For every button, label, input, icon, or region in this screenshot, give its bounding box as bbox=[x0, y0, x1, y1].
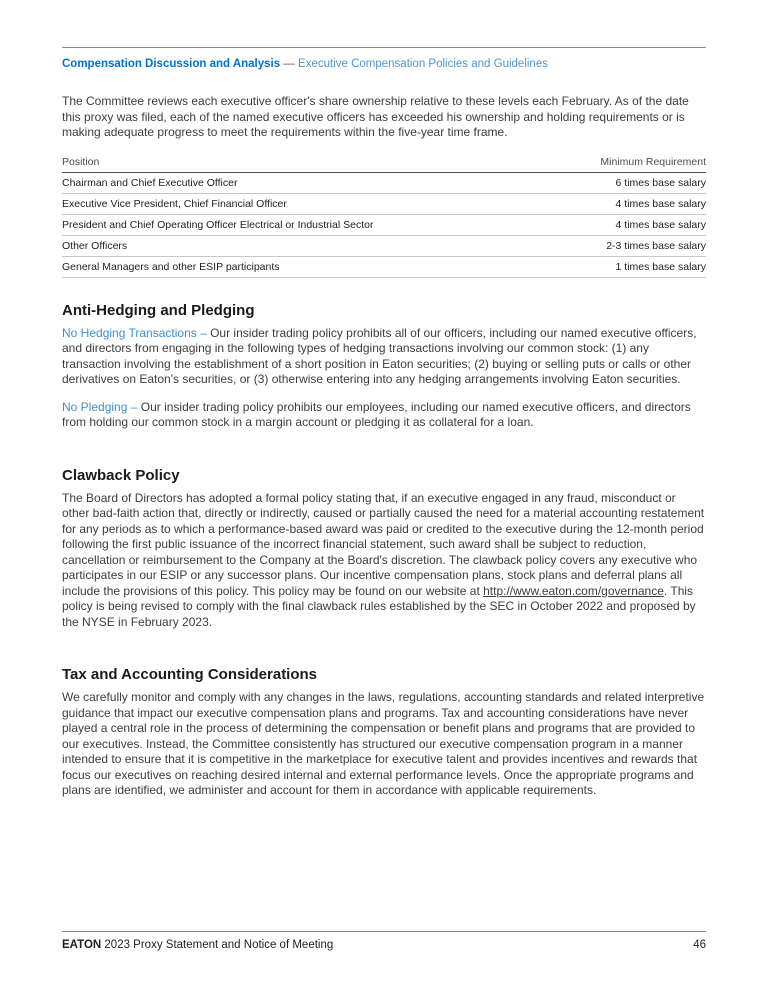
no-hedging-body: Our insider trading policy prohibits all of our officers, including our named executive officers, and directors from engaging in the following types of hedging transactions involving our common stock: (1) any transaction involving the establishment of a short position in Eaton securities; (2) buying or selling puts or calls or other derivatives on Eaton's securities, or (3) otherwise entering into any hedging arrangements involving Eaton securities. bbox=[62, 325, 697, 386]
requirement-cell: 4 times base salary bbox=[543, 214, 706, 235]
no-hedging-paragraph bbox=[62, 326, 706, 388]
header-divider bbox=[62, 47, 706, 48]
section-subtitle: Executive Compensation Policies and Guidelines bbox=[298, 58, 548, 70]
page-footer bbox=[62, 931, 706, 951]
section-breadcrumb bbox=[62, 57, 706, 72]
anti-hedging-heading: Anti-Hedging and Pledging bbox=[62, 301, 255, 319]
no-pledging-body: Our insider trading policy prohibits our employees, including our named executive officers, and directors from holding our common stock in a margin account or pledging it as collateral for a loan. bbox=[62, 399, 691, 429]
position-cell: Executive Vice President, Chief Financial Officer bbox=[62, 193, 543, 214]
footer-text: 2023 Proxy Statement and Notice of Meeting bbox=[104, 939, 334, 951]
position-cell: President and Chief Operating Officer Electrical or Industrial Sector bbox=[62, 214, 543, 235]
ownership-requirements-table bbox=[62, 156, 706, 278]
table-row bbox=[62, 172, 706, 193]
column-header-minimum-requirement: Minimum Requirement bbox=[543, 156, 706, 173]
clawback-heading: Clawback Policy bbox=[62, 466, 180, 484]
position-cell: Other Officers bbox=[62, 235, 543, 256]
requirement-cell: 1 times base salary bbox=[543, 256, 706, 277]
position-cell: General Managers and other ESIP participants bbox=[62, 256, 543, 277]
page-number: 46 bbox=[693, 939, 706, 951]
tax-heading: Tax and Accounting Considerations bbox=[62, 666, 318, 683]
table-header-row bbox=[62, 156, 706, 173]
position-cell: Chairman and Chief Executive Officer bbox=[62, 172, 543, 193]
no-pledging-paragraph bbox=[62, 400, 706, 431]
table-row bbox=[62, 214, 706, 235]
breadcrumb-separator: — bbox=[283, 58, 295, 70]
table-row bbox=[62, 256, 706, 277]
no-pledging-lead: No Pledging – bbox=[62, 399, 141, 414]
footer-brand: EATON bbox=[62, 939, 102, 951]
footer-left bbox=[62, 939, 333, 951]
clawback-paragraph bbox=[62, 491, 706, 631]
table-row bbox=[62, 193, 706, 214]
no-hedging-lead: No Hedging Transactions – bbox=[62, 325, 211, 340]
governance-link[interactable]: http://www.eaton.com/governance bbox=[483, 583, 664, 598]
column-header-position: Position bbox=[62, 156, 543, 173]
clawback-body-before-link: The Board of Directors has adopted a formal policy stating that, if an executive engaged in any fraud, misconduct or other bad-faith action that, directly or indirectly, caused or partially caused the need for a material accounting restatement for any periods as to which a performance-based award was paid or credited to the executive during the 12-month period following the first public issuance of the incorrect financial statement, such award shall be subject to reduction, cancellation or reimbursement to the Company at the Board's discretion. The clawback policy covers any executive who participates in our ESIP or any successor plans. Our incentive compensation plans, stock plans and deferral plans all include the provisions of this policy. This policy may be found on our website at bbox=[62, 490, 705, 598]
intro-paragraph: The Committee reviews each executive officer's share ownership relative to these levels each February. As of the date this proxy was filed, each of the named executive officers has exceeded his ownership and holding requirements or is making adequate progress to meet the requirements within the five-year time frame. bbox=[62, 94, 689, 139]
table-row bbox=[62, 235, 706, 256]
requirement-cell: 2-3 times base salary bbox=[543, 235, 706, 256]
requirement-cell: 6 times base salary bbox=[543, 172, 706, 193]
section-title: Compensation Discussion and Analysis bbox=[62, 58, 281, 70]
requirement-cell: 4 times base salary bbox=[543, 193, 706, 214]
tax-paragraph: We carefully monitor and comply with any changes in the laws, regulations, accounting standards and related interpretive guidance that impact our executive compensation plans and programs. Tax and accounting considerations have never played a central role in the process of determining the compensation or benefit plans and programs that are provided to our executives. Instead, the Committee consistently has structured our executive compensation program in a manner intended to ensure that it is competitive in the marketplace for executive talent and provides incentives and rewards that focus our executives on reaching desired internal and external performance levels. Once the appropriate programs and plans are identified, we administer and account for them in accordance with applicable requirements. bbox=[62, 690, 705, 797]
clawback-body-after-link: . This policy is being revised to comply with the final clawback rules established by the SEC in October 2022 and proposed by the NYSE in February 2023. bbox=[62, 583, 696, 629]
